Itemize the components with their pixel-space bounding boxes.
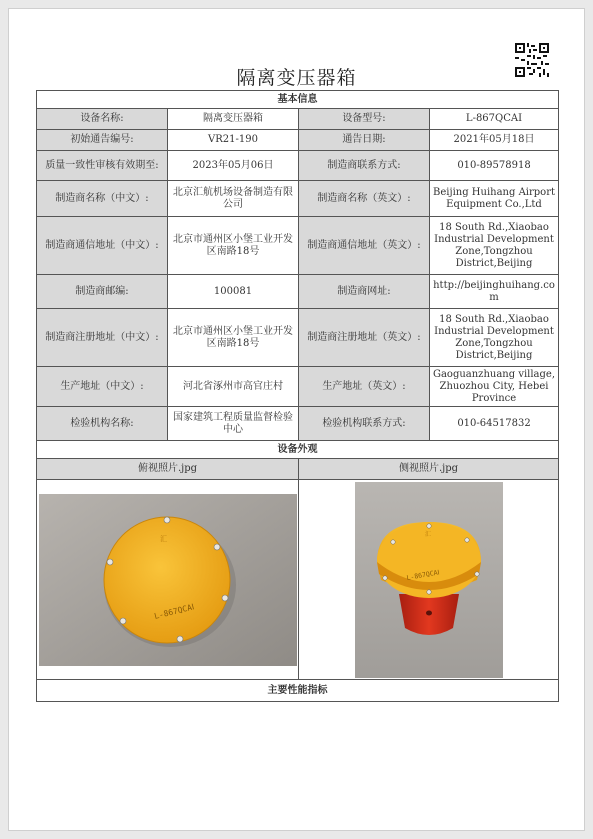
photo-caption-row xyxy=(37,459,559,480)
value-initial-notice-number: VR21-190 xyxy=(168,130,299,151)
top-view-caption: 俯视照片.jpg xyxy=(37,459,299,480)
label-production-address-cn: 生产地址（中文）: xyxy=(37,367,168,407)
section-appearance: 设备外观 xyxy=(37,441,559,459)
label-registered-address-cn: 制造商注册地址（中文）: xyxy=(37,309,168,367)
section-basic-info: 基本信息 xyxy=(37,91,559,109)
top-view-photo-cell xyxy=(37,480,299,680)
side-view-photo xyxy=(355,482,503,678)
label-quality-validity: 质量一致性审核有效期至: xyxy=(37,151,168,181)
value-device-name: 隔离变压器箱 xyxy=(168,109,299,130)
label-manufacturer-contact: 制造商联系方式: xyxy=(299,151,430,181)
label-mail-address-cn: 制造商通信地址（中文）: xyxy=(37,217,168,275)
side-view-photo-cell xyxy=(299,480,559,680)
value-manufacturer-name-en: Beijing Huihang Airport Equipment Co.,Ltd xyxy=(430,181,559,217)
label-registered-address-en: 制造商注册地址（英文）: xyxy=(299,309,430,367)
label-notice-date: 通告日期: xyxy=(299,130,430,151)
table-row xyxy=(37,407,559,441)
value-registered-address-cn: 北京市通州区小堡工业开发区南路18号 xyxy=(168,309,299,367)
label-production-address-en: 生产地址（英文）: xyxy=(299,367,430,407)
table-row xyxy=(37,151,559,181)
value-production-address-cn: 河北省涿州市高官庄村 xyxy=(168,367,299,407)
label-postcode: 制造商邮编: xyxy=(37,275,168,309)
value-postcode: 100081 xyxy=(168,275,299,309)
value-inspection-agency: 国家建筑工程质量监督检验中心 xyxy=(168,407,299,441)
value-manufacturer-contact: 010-89578918 xyxy=(430,151,559,181)
value-notice-date: 2021年05月18日 xyxy=(430,130,559,151)
value-inspection-contact: 010-64517832 xyxy=(430,407,559,441)
value-mail-address-cn: 北京市通州区小堡工业开发区南路18号 xyxy=(168,217,299,275)
label-website: 制造商网址: xyxy=(299,275,430,309)
value-manufacturer-name-cn: 北京汇航机场设备制造有限公司 xyxy=(168,181,299,217)
side-view-caption: 侧视照片.jpg xyxy=(299,459,559,480)
label-initial-notice-number: 初始通告编号: xyxy=(37,130,168,151)
label-manufacturer-name-en: 制造商名称（英文）: xyxy=(299,181,430,217)
value-registered-address-en: 18 South Rd.,Xiaobao Industrial Development Zone,Tongzhou District,Beijing xyxy=(430,309,559,367)
value-quality-validity: 2023年05月06日 xyxy=(168,151,299,181)
section-performance: 主要性能指标 xyxy=(37,680,559,702)
value-mail-address-en: 18 South Rd.,Xiaobao Industrial Development Zone,Tongzhou District,Beijing xyxy=(430,217,559,275)
document-page xyxy=(8,8,585,831)
label-manufacturer-name-cn: 制造商名称（中文）: xyxy=(37,181,168,217)
lid-marking-side: L-867QCAⅠ xyxy=(405,567,440,582)
table-row xyxy=(37,109,559,130)
table-row xyxy=(37,309,559,367)
value-website: http://beijinghuihang.com xyxy=(430,275,559,309)
table-row xyxy=(37,217,559,275)
lid-marking-top: L-867QCAⅠ xyxy=(152,601,195,621)
top-view-photo xyxy=(39,494,297,666)
label-device-name: 设备名称: xyxy=(37,109,168,130)
table-row xyxy=(37,367,559,407)
lid-logo-side: 汇 xyxy=(424,530,431,538)
label-inspection-agency: 检验机构名称: xyxy=(37,407,168,441)
photo-row xyxy=(37,480,559,680)
lid-logo-top: 汇 xyxy=(159,534,167,543)
table-row xyxy=(37,181,559,217)
device-info-table xyxy=(36,90,559,702)
page-title: 隔离变压器箱 xyxy=(236,67,357,89)
label-device-model: 设备型号: xyxy=(299,109,430,130)
table-row xyxy=(37,275,559,309)
label-mail-address-en: 制造商通信地址（英文）: xyxy=(299,217,430,275)
table-row xyxy=(37,130,559,151)
label-inspection-contact: 检验机构联系方式: xyxy=(299,407,430,441)
value-production-address-en: Gaoguanzhuang village, Zhuozhou City, Hebei Province xyxy=(430,367,559,407)
value-device-model: L-867QCAⅠ xyxy=(430,109,559,130)
